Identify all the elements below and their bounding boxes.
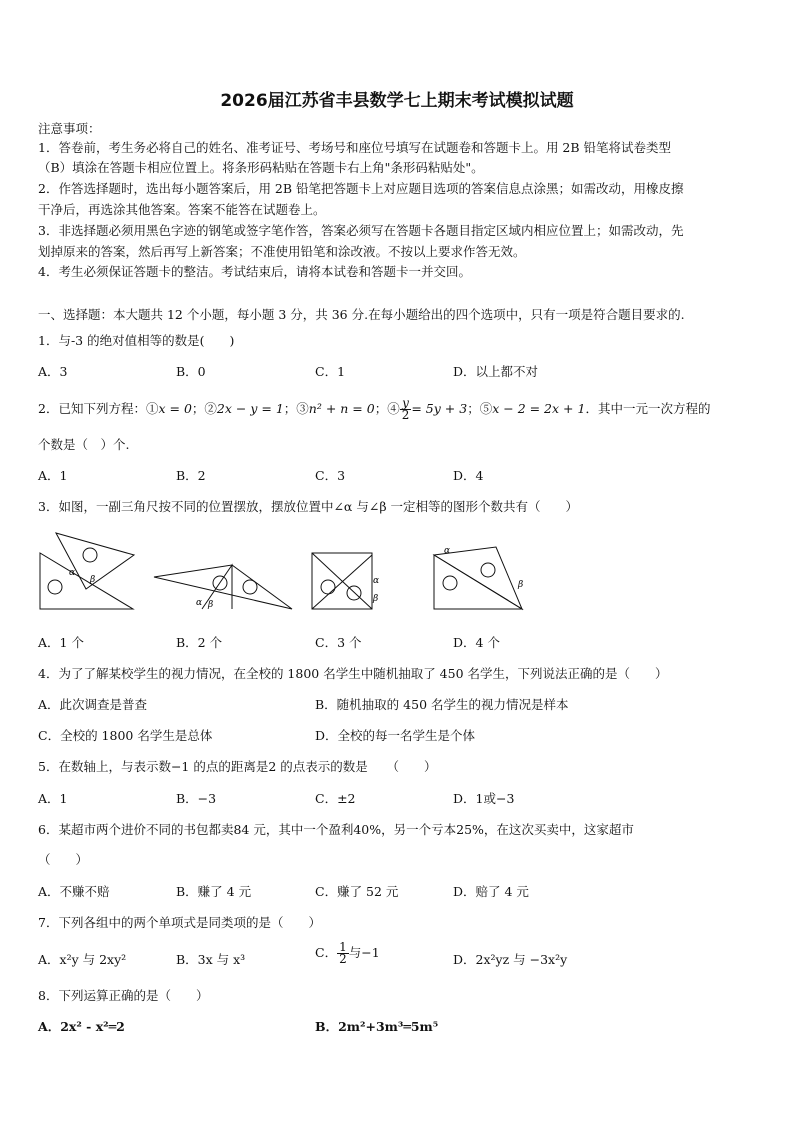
alpha-label: α bbox=[69, 568, 76, 578]
option-a[interactable]: A．1 bbox=[38, 791, 68, 806]
q2-eq5: x − 2 = 2x + 1 bbox=[492, 401, 586, 416]
question-7-options bbox=[38, 940, 758, 970]
fraction-numerator: y bbox=[400, 398, 412, 410]
q2-eq3: n² + n = 0 bbox=[308, 401, 375, 416]
question-3-stem: 3．如图，一副三角尺按不同的位置摆放，摆放位置中∠α 与∠β 一定相等的图形个数共有（ ） bbox=[38, 499, 579, 514]
alpha-label: α bbox=[444, 546, 451, 556]
option-b[interactable]: B．2 bbox=[176, 468, 206, 483]
option-d[interactable]: D．4 个 bbox=[453, 635, 500, 650]
q2-sep: ；② bbox=[191, 401, 217, 416]
alpha-label: α bbox=[196, 598, 203, 608]
option-a[interactable]: A．x²y 与 2xy² bbox=[38, 952, 127, 967]
option-d[interactable]: D．2x²yz 与 −3x²y bbox=[453, 952, 568, 967]
option-c-fraction bbox=[337, 942, 349, 965]
question-2-options bbox=[38, 466, 758, 486]
option-c[interactable]: C．1 bbox=[315, 364, 346, 379]
notice-line: 划掉原来的答案，然后再写上新答案；不准使用铅笔和涂改液。不按以上要求作答无效。 bbox=[38, 244, 526, 259]
option-b[interactable]: B．2m²+3m³═5m⁵ bbox=[315, 1019, 439, 1034]
beta-label: β bbox=[373, 594, 379, 604]
fraction-denominator: 2 bbox=[339, 952, 347, 966]
notice-line: 2．作答选择题时，选出每小题答案后，用 2B 铅笔把答题卡上对应题目选项的答案信息点涂黑；如需改动，用橡皮擦 bbox=[38, 181, 684, 196]
question-5-options bbox=[38, 789, 758, 809]
question-5-stem: 5．在数轴上，与表示数−1 的点的距离是2 的点表示的数是 （ ） bbox=[38, 759, 437, 774]
beta-label: β bbox=[90, 575, 96, 585]
question-4-stem: 4．为了了解某校学生的视力情况，在全校的 1800 名学生中随机抽取了 450 名学生，下列说法正确的是（ ） bbox=[38, 666, 668, 681]
option-d[interactable]: D．4 bbox=[453, 468, 484, 483]
option-b[interactable]: B．0 bbox=[176, 364, 206, 379]
question-6-options bbox=[38, 882, 758, 902]
option-d[interactable]: D．以上都不对 bbox=[453, 364, 539, 379]
question-6-stem: 6．某超市两个进价不同的书包都卖84 元，其中一个盈利40%，另一个亏本25%，在这次买卖中，这家超市 bbox=[38, 822, 634, 837]
q2-sep: ；④ bbox=[374, 401, 400, 416]
notice-line: 1．答卷前，考生务必将自己的姓名、准考证号、考场号和座位号填写在试题卷和答题卡上。用 2B 铅笔将试卷类型 bbox=[38, 140, 672, 155]
fraction-denominator: 2 bbox=[401, 408, 410, 422]
q2-eq4: = 5y + 3 bbox=[411, 401, 468, 416]
q2-sep: ；⑤ bbox=[467, 401, 493, 416]
q2-fraction bbox=[400, 398, 412, 421]
fraction-numerator: 1 bbox=[339, 940, 347, 954]
option-a[interactable]: A．1 个 bbox=[38, 635, 84, 650]
question-3-options bbox=[38, 633, 758, 653]
q2-eq2: 2x − y = 1 bbox=[216, 401, 284, 416]
triangle-figure-4 bbox=[430, 525, 530, 613]
alpha-label: α bbox=[373, 576, 380, 586]
section-header: 一、选择题：本大题共 12 个小题，每小题 3 分，共 36 分.在每小题给出的四个选项中，只有一项是符合题目要求的. bbox=[38, 307, 685, 322]
triangle-figure-2 bbox=[152, 525, 294, 613]
triangle-figure-1 bbox=[38, 525, 142, 613]
option-d[interactable]: D．赔了 4 元 bbox=[453, 884, 529, 899]
triangle-figure-3 bbox=[310, 525, 382, 613]
option-c[interactable]: C．3 bbox=[315, 468, 346, 483]
option-c[interactable]: C．3 个 bbox=[315, 635, 362, 650]
notice-line: 3．非选择题必须用黑色字迹的钢笔或签字笔作答，答案必须写在答题卡各题目指定区域内相应位置上；如需改动，先 bbox=[38, 223, 684, 238]
question-2-stem bbox=[38, 398, 758, 421]
notice-heading: 注意事项： bbox=[38, 121, 101, 136]
notice-line: （B）填涂在答题卡相应位置上。将条形码粘贴在答题卡右上角"条形码粘贴处"。 bbox=[38, 160, 484, 175]
option-a[interactable]: A．2x² - x²═2 bbox=[38, 1019, 125, 1034]
question-7-stem: 7．下列各组中的两个单项式是同类项的是（ ） bbox=[38, 915, 321, 930]
option-c[interactable]: C．全校的 1800 名学生是总体 bbox=[38, 728, 213, 743]
option-b[interactable]: B．赚了 4 元 bbox=[176, 884, 252, 899]
option-b[interactable]: B．−3 bbox=[176, 791, 217, 806]
question-6-stem-line2: （ ） bbox=[38, 852, 89, 867]
question-4-options-row2 bbox=[38, 726, 758, 746]
option-a[interactable]: A．不赚不赔 bbox=[38, 884, 110, 899]
q2-stem-suffix: ．其中一元一次方程的 bbox=[585, 401, 711, 416]
beta-label: β bbox=[518, 580, 524, 590]
question-2-stem-line2: 个数是（ ）个. bbox=[38, 437, 130, 452]
option-c-suffix: 与−1 bbox=[348, 945, 380, 960]
q2-stem-prefix: 2．已知下列方程：① bbox=[38, 401, 159, 416]
option-a[interactable]: A．3 bbox=[38, 364, 68, 379]
q2-eq1: x = 0 bbox=[158, 401, 192, 416]
question-1-stem: 1．与-3 的绝对值相等的数是( ) bbox=[38, 333, 235, 348]
option-b[interactable]: B．随机抽取的 450 名学生的视力情况是样本 bbox=[315, 697, 569, 712]
option-c-prefix: C． bbox=[315, 945, 338, 960]
option-c[interactable]: C．±2 bbox=[315, 791, 356, 806]
notice-line: 4．考生必须保证答题卡的整洁。考试结束后，请将本试卷和答题卡一并交回。 bbox=[38, 264, 471, 279]
option-c[interactable] bbox=[315, 942, 380, 965]
option-b[interactable]: B．3x 与 x³ bbox=[176, 952, 246, 967]
question-8-options bbox=[38, 1017, 758, 1037]
option-b[interactable]: B．2 个 bbox=[176, 635, 223, 650]
option-d[interactable]: D．1或−3 bbox=[453, 791, 515, 806]
beta-label: β bbox=[208, 600, 214, 610]
question-1-options bbox=[38, 362, 758, 382]
option-d[interactable]: D．全校的每一名学生是个体 bbox=[315, 728, 476, 743]
question-4-options-row1 bbox=[38, 695, 758, 715]
option-a[interactable]: A．此次调查是普查 bbox=[38, 697, 148, 712]
q2-sep: ；③ bbox=[283, 401, 309, 416]
page-title: 2026届江苏省丰县数学七上期末考试模拟试题 bbox=[220, 91, 574, 111]
option-c[interactable]: C．赚了 52 元 bbox=[315, 884, 399, 899]
option-a[interactable]: A．1 bbox=[38, 468, 68, 483]
question-8-stem: 8．下列运算正确的是（ ） bbox=[38, 988, 209, 1003]
notice-line: 干净后，再选涂其他答案。答案不能答在试题卷上。 bbox=[38, 202, 326, 217]
